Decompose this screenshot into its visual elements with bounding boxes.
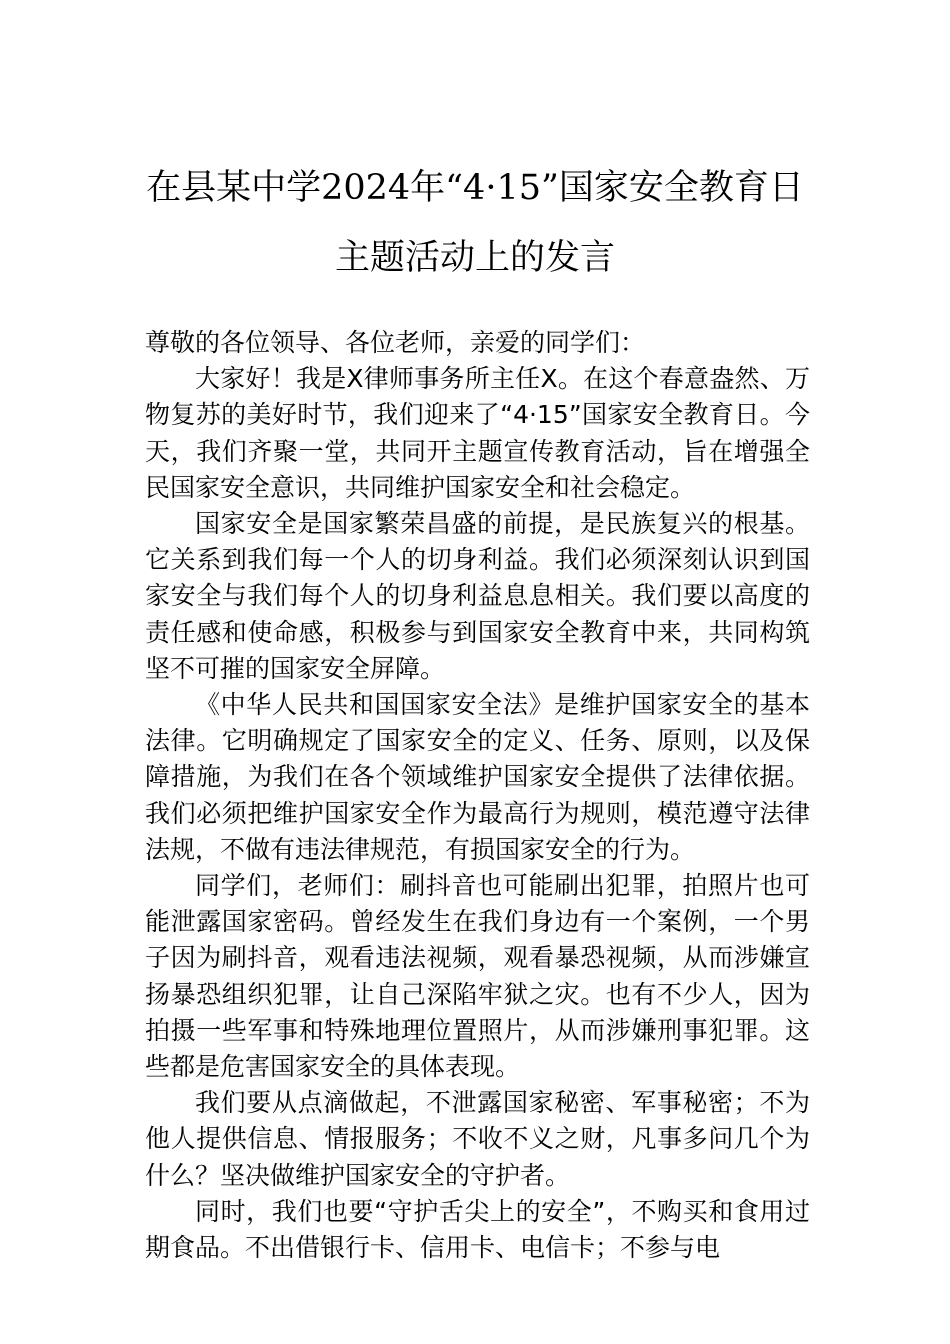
- document-title-line-1: 在县某中学2024年“4·15”国家安全教育日: [146, 168, 804, 208]
- paragraph-3: 《中华人民共和国国家安全法》是维护国家安全的基本法律。它明确规定了国家安全的定义、任务、原则，以及保障措施，为我们在各个领域维护国家安全提供了法律依据。我们必须把维护国家安全作为最高行为规则，模范遵守法律法规，不做有违法律规范，有损国家安全的行为。: [145, 690, 810, 864]
- document-body: [145, 325, 810, 1266]
- document-title-line-2: 主题活动上的发言: [334, 238, 615, 278]
- paragraph-4: 同学们，老师们：刷抖音也可能刷出犯罪，拍照片也可能泄露国家密码。曾经发生在我们身边有一个案例，一个男子因为刷抖音，观看违法视频，观看暴恐视频，从而涉嫌宣扬暴恐组织犯罪，让自己深陷牢狱之灾。也有不少人，因为拍摄一些军事和特殊地理位置照片，从而涉嫌刑事犯罪。这些都是危害国家安全的具体表现。: [145, 871, 810, 1082]
- paragraph-6: 同时，我们也要“守护舌尖上的安全”，不购买和食用过期食品。不出借银行卡、信用卡、电信卡；不参与电: [145, 1196, 810, 1263]
- salutation: 尊敬的各位领导、各位老师，亲爱的同学们：: [145, 328, 646, 357]
- paragraph-5: 我们要从点滴做起，不泄露国家秘密、军事秘密；不为他人提供信息、情报服务；不收不义之财，凡事多问几个为什么？坚决做维护国家安全的守护者。: [145, 1088, 810, 1190]
- paragraph-1: 大家好！我是X律师事务所主任X。在这个春意盎然、万物复苏的美好时节，我们迎来了“4·15”国家安全教育日。今天，我们齐聚一堂，共同开主题宣传教育活动，旨在增强全民国家安全意识，共同维护国家安全和社会稳定。: [145, 364, 810, 502]
- paragraph-2: 国家安全是国家繁荣昌盛的前提，是民族复兴的根基。它关系到我们每一个人的切身利益。我们必须深刻认识到国家安全与我们每个人的切身利益息息相关。我们要以高度的责任感和使命感，积极参与到国家安全教育中来，共同构筑坚不可摧的国家安全屏障。: [145, 509, 810, 683]
